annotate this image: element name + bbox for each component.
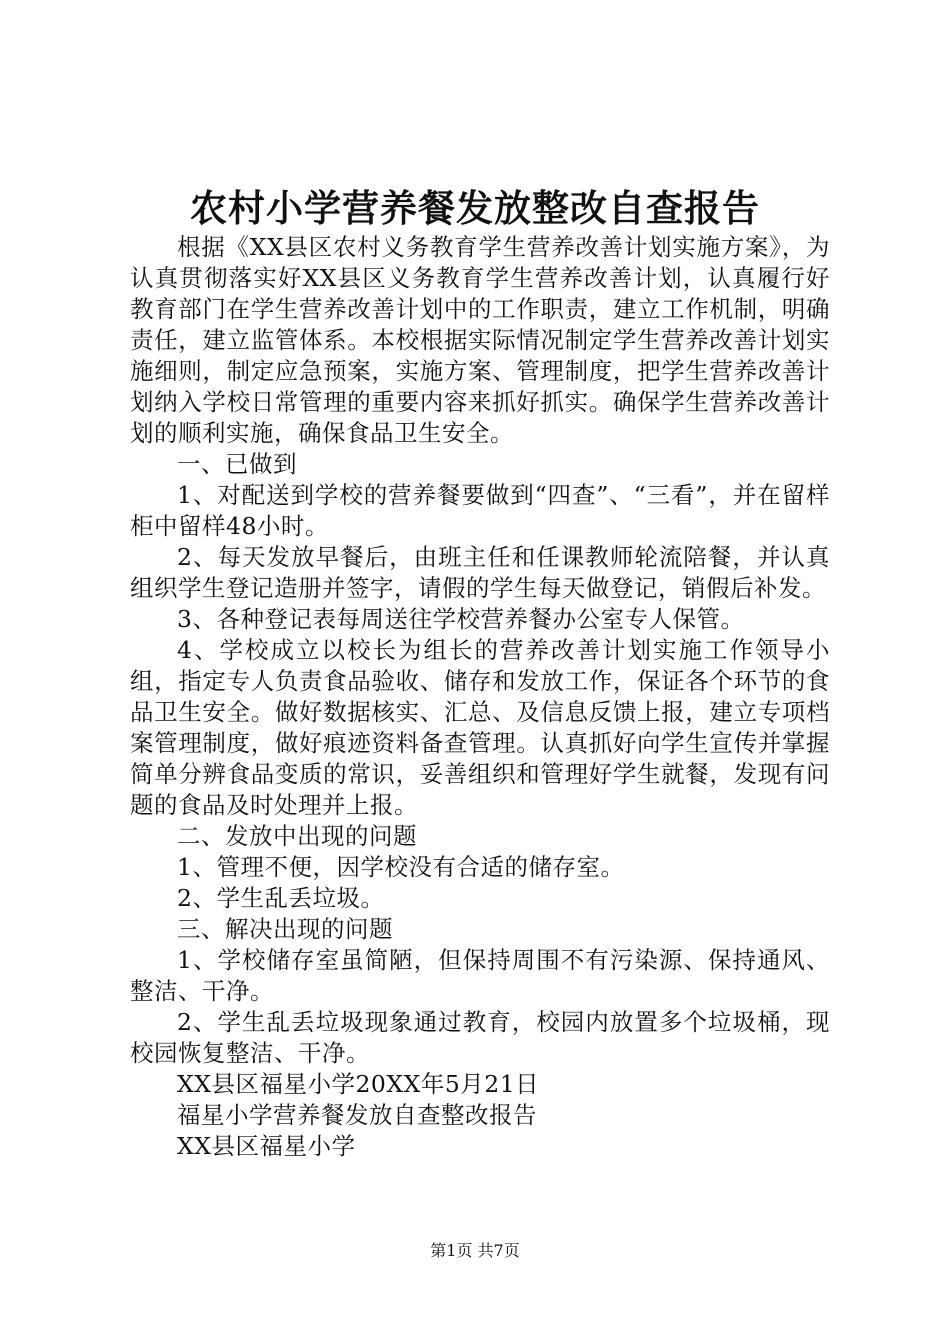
document-title: 农村小学营养餐发放整改自查报告 — [190, 186, 760, 230]
report-name: 福星小学营养餐发放自查整改报告 — [177, 1101, 537, 1129]
paragraph-problem-2: 2、学生乱丢垃圾。 — [177, 884, 385, 912]
section-heading-problems: 二、发放中出现的问题 — [177, 822, 417, 850]
paragraph-solution-1: 1、学校储存室虽简陋，但保持周围不有污染源、保持通风、整洁、干净。 — [130, 946, 830, 1005]
school-name: XX县区福星小学 — [177, 1132, 356, 1160]
section-heading-done: 一、已做到 — [177, 450, 297, 478]
paragraph-done-2: 2、每天发放早餐后，由班主任和任课教师轮流陪餐，并认真组织学生登记造册并签字，请假的学生每天做登记，销假后补发。 — [130, 543, 830, 602]
page-number: 第1页 共7页 — [430, 1241, 520, 1260]
paragraph-done-3: 3、各种登记表每周送往学校营养餐办公室专人保管。 — [177, 605, 745, 633]
section-heading-solutions: 三、解决出现的问题 — [177, 915, 393, 943]
paragraph-intro: 根据《XX县区农村义务教育学生营养改善计划实施方案》，为认真贯彻落实好XX县区义务教育学生营养改善计划，认真履行好教育部门在学生营养改善计划中的工作职责，建立工作机制，明确责任，建立监管体系。本校根据实际情况制定学生营养改善计划实施细则，制定应急预案，实施方案、管理制度，把学生营养改善计划纳入学校日常管理的重要内容来抓好抓实。确保学生营养改善计划的顺利实施，确保食品卫生安全。 — [130, 233, 830, 447]
paragraph-done-1: 1、对配送到学校的营养餐要做到“四查”、“三看”，并在留样柜中留样48小时。 — [130, 481, 830, 540]
document-body — [130, 232, 830, 1162]
signature-date: XX县区福星小学20XX年5月21日 — [177, 1070, 540, 1098]
paragraph-solution-2: 2、学生乱丢垃圾现象通过教育，校园内放置多个垃圾桶，现校园恢复整洁、干净。 — [130, 1008, 830, 1067]
paragraph-done-4: 4、学校成立以校长为组长的营养改善计划实施工作领导小组，指定专人负责食品验收、储存和发放工作，保证各个环节的食品卫生安全。做好数据核实、汇总、及信息反馈上报，建立专项档案管理制度，做好痕迹资料备查管理。认真抓好向学生宣传并掌握简单分辨食品变质的常识，妥善组织和管理好学生就餐，发现有问题的食品及时处理并上报。 — [130, 636, 830, 819]
paragraph-problem-1: 1、管理不便，因学校没有合适的储存室。 — [177, 853, 625, 881]
